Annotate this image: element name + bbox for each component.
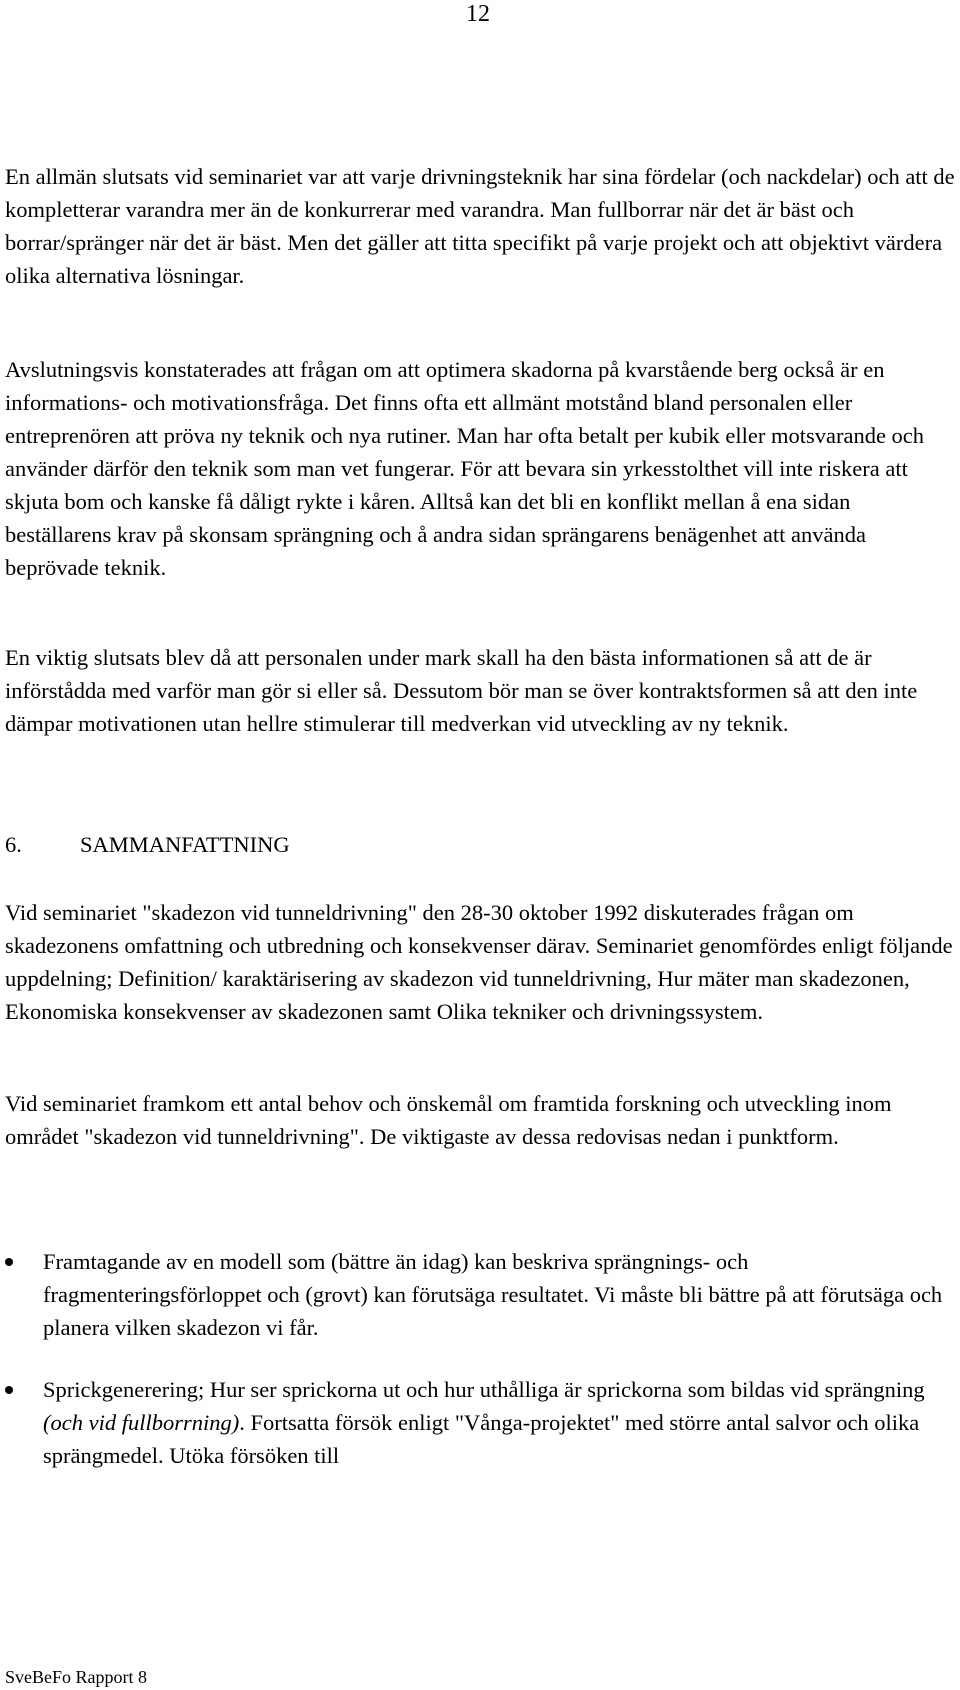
bullet-item: [5, 1245, 955, 1344]
bullet-text: Framtagande av en modell som (bättre än idag) kan beskriva sprängnings- och fragmenteringsförloppet och (grovt) kan förutsäga resultatet. Vi måste bli bättre på att förutsäga och planera vilken skadezon vi får.: [43, 1249, 943, 1340]
paragraph-text: En allmän slutsats vid seminariet var att varje drivningsteknik har sina fördelar (och nackdelar) och att de kompletterar varandra mer än de konkurrerar med varandra. Man fullborrar när det är bäst och borrar/spränger när det är bäst. Men det gäller att titta specifikt på varje projekt och att objektivt värdera olika alternativa lösningar.: [5, 164, 955, 288]
section-paragraph-1: [5, 896, 955, 1028]
paragraph-text: Avslutningsvis konstaterades att frågan om att optimera skadorna på kvarstående berg också är en informations- och motivationsfråga. Det finns ofta ett allmänt motstånd bland personalen eller entreprenören att pröva ny teknik och nya rutiner. Man har ofta betalt per kubik eller motsvarande och använder därför den teknik som man vet fungerar. För att bevara sin yrkesstolthet vill inte riskera att skjuta bom och kanske få dåligt rykte i kåren. Alltså kan det bli en konflikt mellan å ena sidan beställarens krav på skonsam sprängning och å andra sidan sprängarens benägenhet att använda beprövade teknik.: [5, 357, 925, 580]
section-paragraph-2: [5, 1087, 955, 1153]
bullet-text: [43, 1373, 955, 1472]
paragraph-1: [5, 160, 955, 292]
paragraph-text: Vid seminariet "skadezon vid tunneldrivning" den 28-30 oktober 1992 diskuterades frågan om skadezonens omfattning och utbredning och konsekvenser därav. Seminariet genomfördes enligt följande uppdelning; Definition/ karaktärisering av skadezon vid tunneldrivning, Hur mäter man skadezonen, Ekonomiska konsekvenser av skadezonen samt Olika tekniker och drivningssystem.: [5, 900, 953, 1024]
paragraph-text: En viktig slutsats blev då att personalen under mark skall ha den bästa informationen så att de är införstådda med varför man gör si eller så. Dessutom bör man se över kontraktsformen så att den inte dämpar motivationen utan hellre stimulerar till medverkan vid utveckling av ny teknik.: [5, 645, 918, 736]
section-number: 6.: [5, 832, 22, 857]
page-number: 12: [466, 1, 490, 27]
bullet-text-italic: (och vid fullborrning): [43, 1410, 240, 1435]
section-title: SAMMANFATTNING: [80, 832, 290, 857]
section-heading: [5, 830, 290, 860]
bullet-text-part: Sprickgenerering; Hur ser sprickorna ut och hur uthålliga är sprickorna som bildas vid sprängning: [43, 1377, 925, 1402]
bullet-icon: [5, 1386, 13, 1394]
bullet-text-part: . Fortsatta försök enligt "Vånga-projektet" med större antal salvor och olika sprängmedel. Utöka försöken till: [43, 1410, 920, 1468]
paragraph-2: [5, 353, 955, 584]
bullet-item: [5, 1373, 955, 1472]
bullet-icon: [5, 1258, 13, 1266]
footer: SveBeFo Rapport 8: [5, 1667, 147, 1687]
paragraph-text: Vid seminariet framkom ett antal behov och önskemål om framtida forskning och utveckling inom området "skadezon vid tunneldrivning". De viktigaste av dessa redovisas nedan i punktform.: [5, 1091, 892, 1149]
paragraph-3: [5, 641, 955, 740]
